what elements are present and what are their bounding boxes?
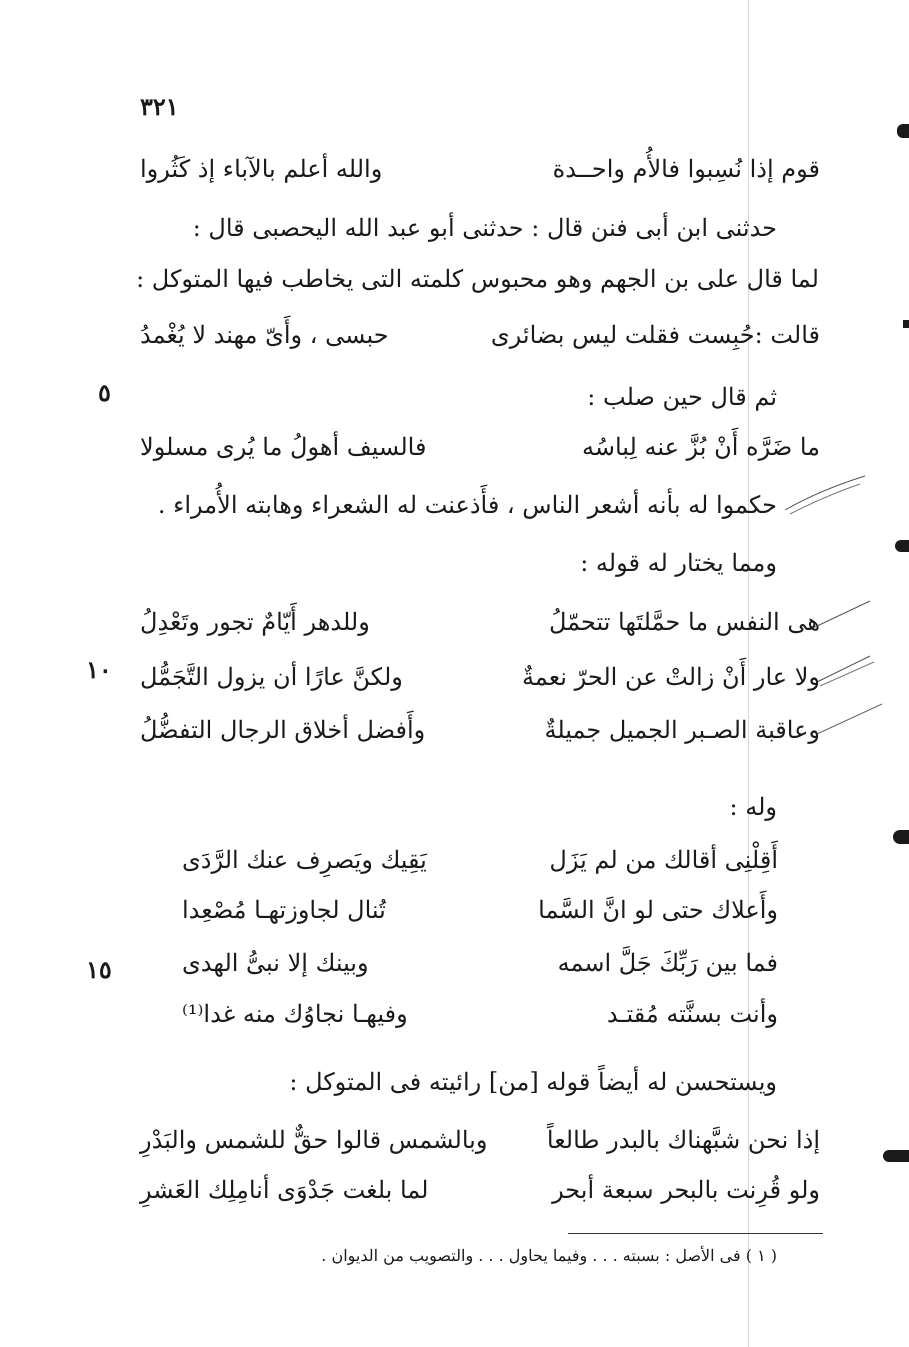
verse-8: [182, 893, 778, 927]
verse-9-second-hemistich: وبينك إلا نبىُّ الهدى: [182, 949, 369, 977]
verse-3-first-hemistich: ما ضَرَّه أَنْ بُزَّ عنه لِباسُه: [582, 433, 820, 461]
verse-11-first-hemistich: إذا نحن شبَّهناك بالبدر طالعاً: [546, 1126, 820, 1154]
verse-5: [140, 660, 820, 694]
pencil-mark: [810, 595, 880, 635]
verse-1-second-hemistich: والله أعلم بالآباء إذ كَثُروا: [140, 155, 383, 183]
verse-12-first-hemistich: ولو قُرِنت بالبحر سبعة أبحر: [552, 1176, 820, 1204]
verse-11-second-hemistich: وبالشمس قالوا حقٌّ للشمس والبَدْرِ: [140, 1126, 488, 1154]
verse-3-second-hemistich: فالسيف أهولُ ما يُرى مسلولا: [140, 433, 427, 461]
verse-4-second-hemistich: وللدهر أَيّامٌ تجور وتَعْدِلُ: [140, 608, 370, 636]
prose-line-4: حكموا له بأنه أشعر الناس ، فأَذعنت له الشعراء وهابته الأُمراء .: [157, 491, 777, 519]
verse-8-second-hemistich: تُنال لجاوزتهـا مُصْعِدا: [182, 896, 386, 924]
scan-mark: [895, 540, 909, 552]
scan-mark: [893, 830, 909, 844]
verse-2-first-hemistich: قالت :حُبِست فقلت ليس بضائرى: [490, 321, 820, 349]
prose-line-5: ومما يختار له قوله :: [580, 549, 777, 577]
verse-9-first-hemistich: فما بين رَبِّكَ جَلَّ اسمه: [557, 949, 778, 977]
verse-11: [140, 1123, 820, 1157]
verse-10-first-hemistich: وأنت بسنَّته مُقتـد: [606, 1000, 778, 1028]
footnote-rule: [568, 1233, 823, 1234]
prose-line-7: ويستحسن له أيضاً قوله [من] رائيته فى المتوكل :: [289, 1068, 777, 1096]
verse-7-second-hemistich: يَقِيك ويَصرِف عنك الرَّدَى: [182, 846, 427, 874]
verse-4: [140, 605, 820, 639]
verse-1-first-hemistich: قوم إذا نُسِبوا فالأُم واحــدة: [552, 155, 820, 183]
pencil-mark: [812, 700, 892, 740]
prose-line-2: لما قال على بن الجهم وهو محبوس كلمته التى يخاطب فيها المتوكل :: [136, 265, 819, 293]
verse-6-first-hemistich: وعاقبة الصـبر الجميل جميلةٌ: [544, 716, 820, 744]
prose-line-1: حدثنى ابن أبى فنن قال : حدثنى أبو عبد الله اليحصبى قال :: [192, 214, 777, 242]
verse-10: [182, 997, 778, 1031]
verse-8-first-hemistich: وأَعلاك حتى لو انَّ السَّما: [538, 896, 778, 924]
verse-6-second-hemistich: وأَفضل أخلاق الرجال التفضُّلُ: [140, 716, 426, 744]
scan-mark: [897, 124, 909, 138]
pencil-mark: [780, 470, 870, 520]
verse-3: [140, 430, 820, 464]
margin-number-5: ٥: [98, 378, 111, 407]
verse-10-second-hemistich: وفيهـا نجاوُك منه غدا⁽¹⁾: [182, 1000, 408, 1028]
verse-9: [182, 946, 778, 980]
verse-7: [182, 843, 778, 877]
verse-5-second-hemistich: ولكنَّ عارًا أن يزول التَّجَمُّل: [140, 663, 403, 691]
verse-12-second-hemistich: لما بلغت جَدْوَى أنامِلِك العَشرِ: [140, 1176, 429, 1204]
footnote: ( ١ ) فى الأصل : بسبته . . . وفيما يحاول . . . والتصويب من الديوان .: [321, 1246, 777, 1265]
verse-6: [140, 713, 820, 747]
prose-line-3: ثم قال حين صلب :: [587, 383, 777, 411]
prose-line-6: وله :: [729, 793, 777, 821]
verse-2: [140, 318, 820, 352]
verse-12: [140, 1173, 820, 1207]
scan-mark: [903, 320, 909, 328]
pencil-mark: [812, 650, 882, 690]
scan-mark: [883, 1150, 909, 1162]
margin-number-15: ١٥: [86, 955, 112, 984]
page-number: ٣٢١: [140, 92, 179, 121]
verse-4-first-hemistich: هى النفس ما حمَّلتَها تتحمّلُ: [548, 608, 820, 636]
verse-7-first-hemistich: أَقِلْنِى أقالك من لم يَزَل: [549, 846, 778, 874]
verse-2-second-hemistich: حبسى ، وأَىّ مهند لا يُغْمدُ: [140, 321, 389, 349]
verse-5-first-hemistich: ولا عار أَنْ زالتْ عن الحرّ نعمةٌ: [521, 663, 820, 691]
margin-number-10: ١٠: [86, 655, 112, 684]
verse-1: [140, 152, 820, 186]
